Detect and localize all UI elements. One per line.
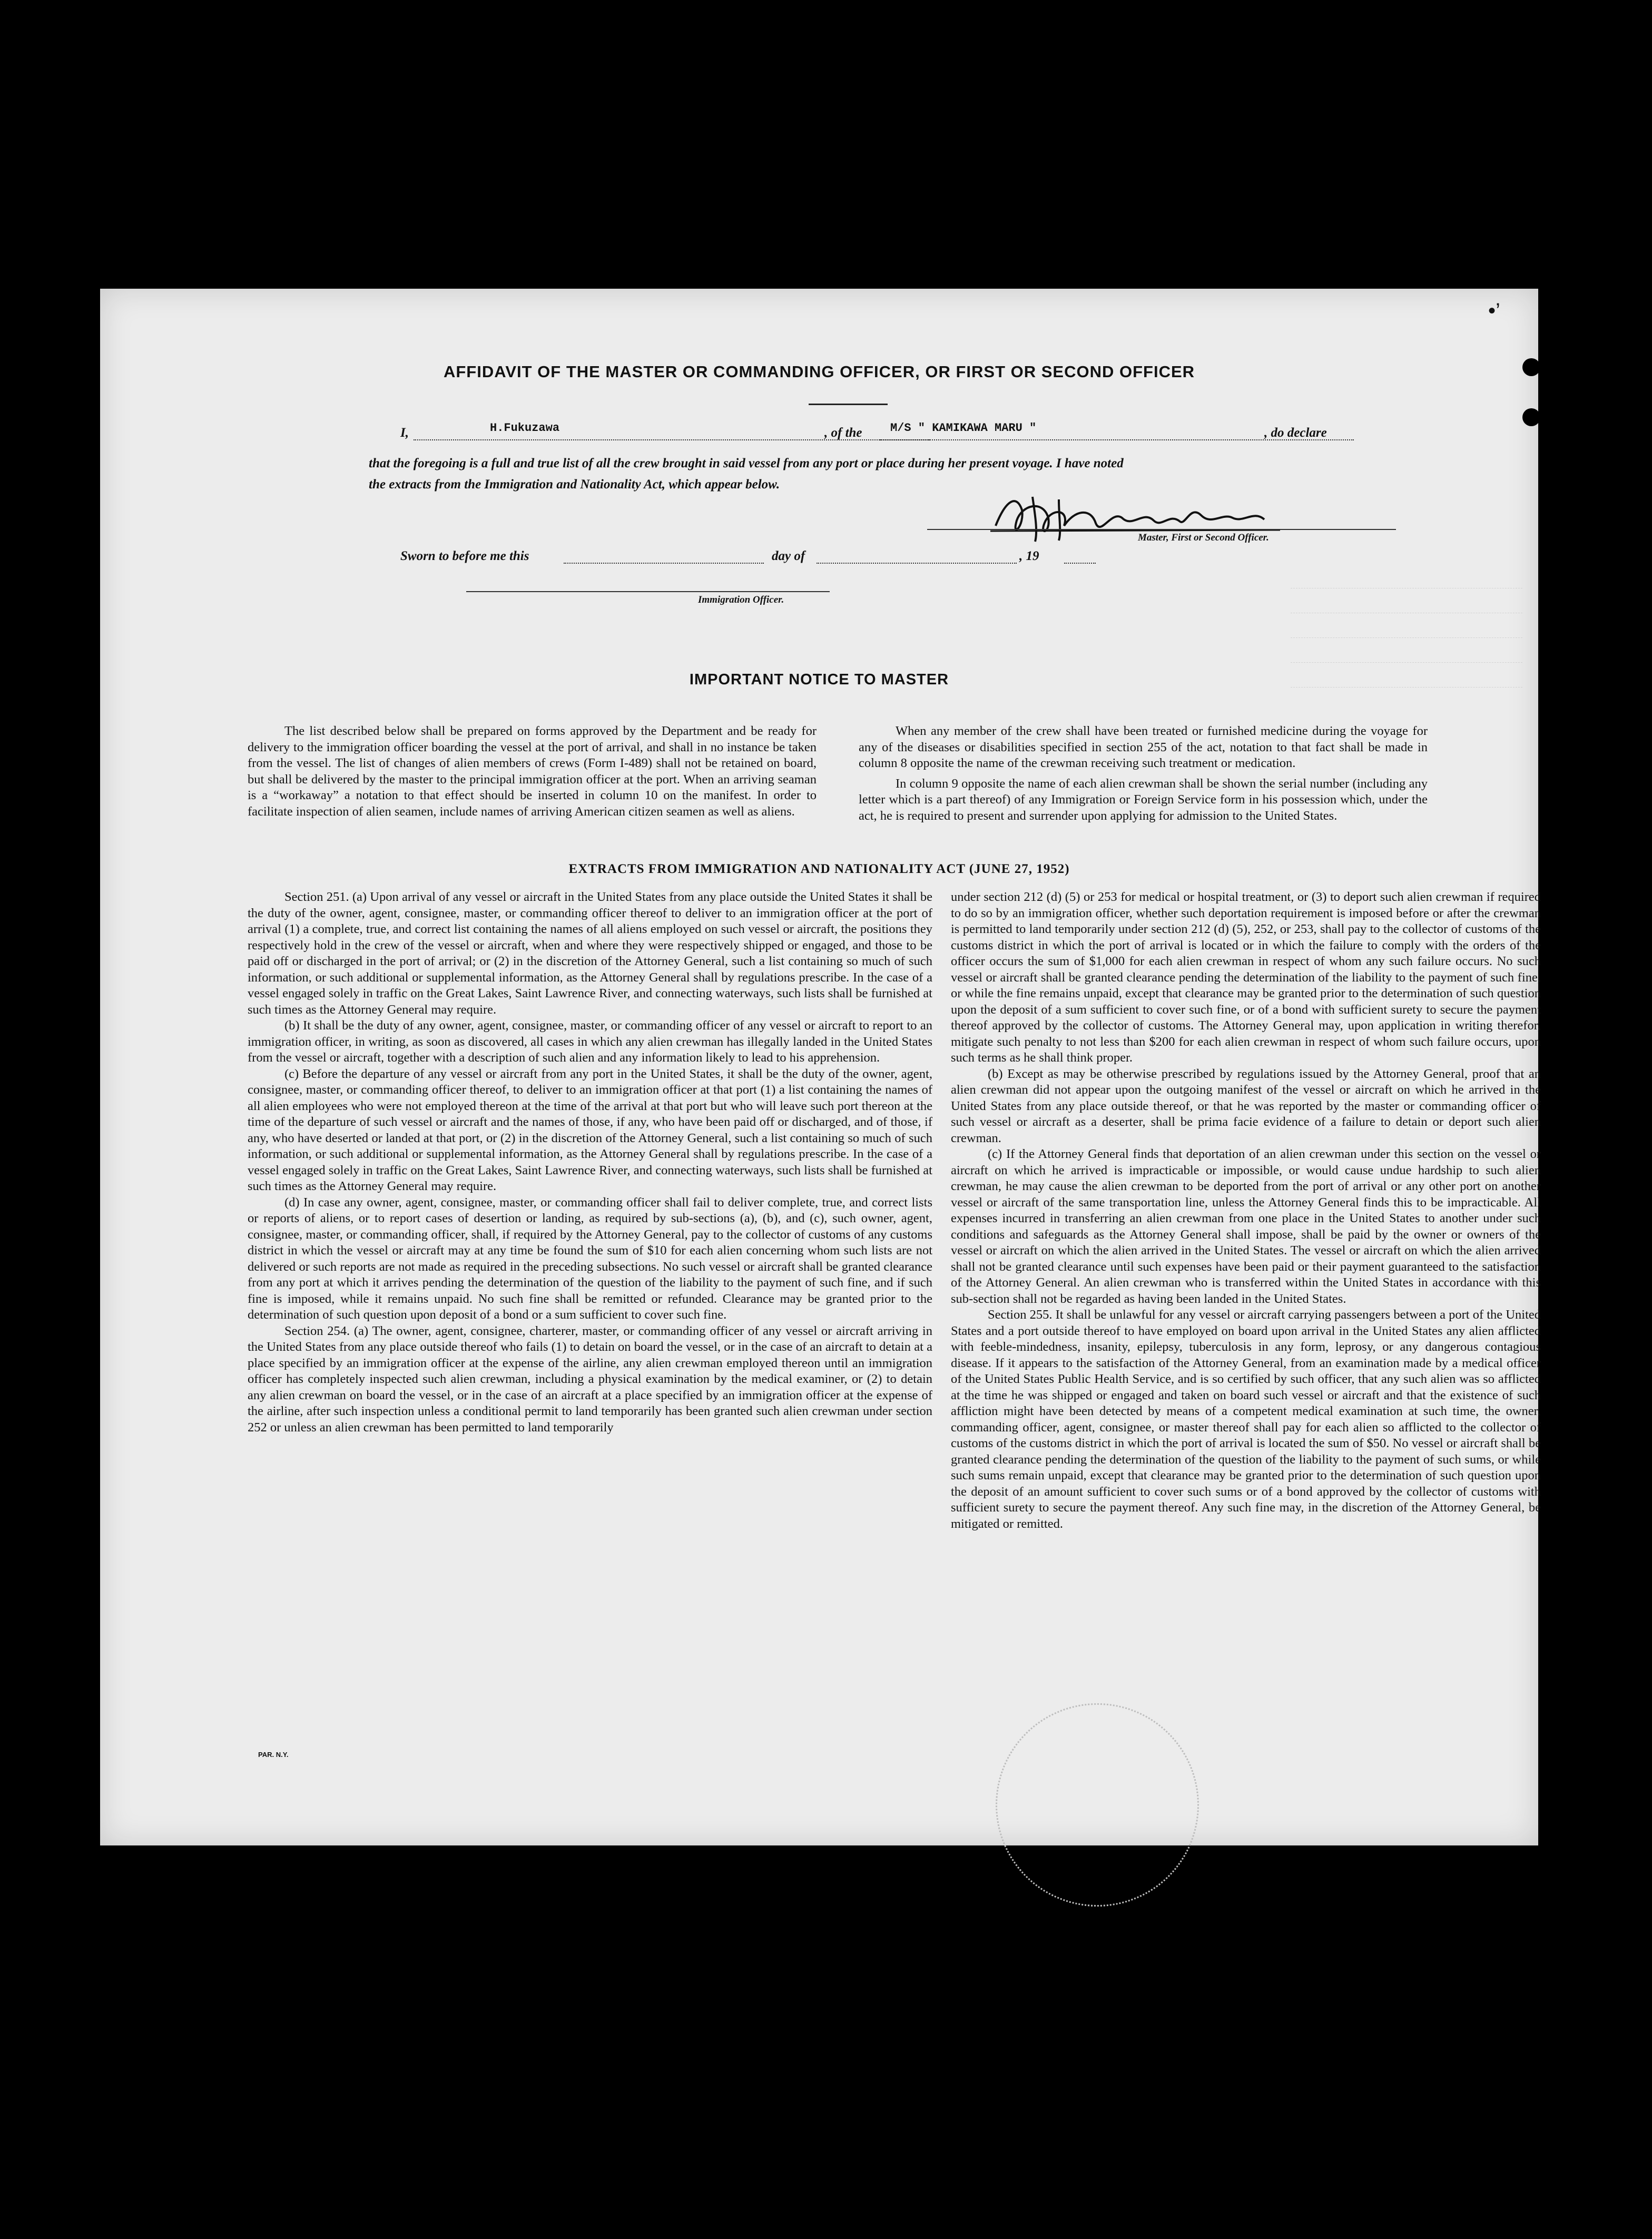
notice-left-column: [248, 723, 817, 820]
extract-left-paragraph-1: Section 251. (a) Upon arrival of any vessel or aircraft in the United States from any place outside the United States it shall be the duty of the owner, agent, consignee, master, or commanding officer thereof to deliver to an immigration officer at the port of arrival (1) a complete, true, and correct list containing the names of all aliens employed on such vessel or aircraft, the positions they respectively hold in the crew of the vessel or aircraft, when and where they were respectively shipped or engaged, and those to be paid off or discharged in the port of arrival; or (2) in the discretion of the Attorney General, such a list containing so much of such information, or such additional or supplemental information, as the Attorney General shall by regulations prescribe. In the case of a vessel engaged solely in traffic on the Great Lakes, Saint Lawrence River, and connecting waterways, such lists shall be furnished at such times as the Attorney General may require.: [248, 890, 932, 1017]
year-label: , 19: [1019, 549, 1039, 563]
sworn-label: Sworn to before me this: [400, 549, 529, 563]
binder-hole: [1556, 1791, 1579, 1814]
binder-hole: [1556, 1710, 1579, 1733]
vessel-name-value: M/S " KAMIKAWA MARU ": [890, 421, 1037, 435]
bleed-through-text: [1291, 573, 1522, 742]
title-underline: [809, 404, 888, 405]
binder-hole: [1556, 1376, 1579, 1399]
extract-left-paragraph-2: (b) It shall be the duty of any owner, agent, consignee, master, or commanding officer of any vessel or aircraft to report to an immigration officer, in writing, as soon as discovered, all cases in which any alien crewman has illegally landed in the United States from the vessel or aircraft, together with a description of such alien and any information likely to lead to his apprehension.: [248, 1018, 932, 1065]
notice-title: IMPORTANT NOTICE TO MASTER: [689, 671, 949, 688]
sworn-month-line: [817, 563, 1017, 564]
notice-right-paragraph-1: When any member of the crew shall have been treated or furnished medicine during the voyage for any of the diseases or disabilities specified in section 255 of the act, notation to that fact shall be made in column 8 opposite the name of the crewman receiving such treatment or medication.: [859, 724, 1428, 770]
affidavit-title: AFFIDAVIT OF THE MASTER OR COMMANDING OFFICER, OR FIRST OR SECOND OFFICER: [443, 362, 1195, 381]
extracts-left-column: [248, 889, 932, 1436]
extract-left-paragraph-5: Section 254. (a) The owner, agent, consignee, charterer, master, or commanding officer of any vessel or aircraft arriving in the United States from any place outside thereof who fails (1) to detain on board the vessel, or in the case of an aircraft to detain at a place specified by an immigration officer at the expense of the airline, any alien crewman employed thereon until an immigration officer has completely inspected such alien crewman, including a physical examination by the medical examiner, or (2) to detain any alien crewman on board the vessel, or in the case of an aircraft at a place specified by an immigration officer at the expense of the airline, after such inspection unless a conditional permit to land temporarily has been granted such alien crewman under section 252 or unless an alien crewman has been permitted to land temporarily: [248, 1323, 932, 1435]
binder-hole: [1522, 408, 1540, 426]
notice-left-paragraph: The list described below shall be prepared on forms approved by the Department and be ready for delivery to the immigration officer boarding the vessel at the port of arrival, and shall in no instance be taken from the vessel. The list of changes of alien members of crews (Form I-489) shall not be retained on board, but shall be delivered by the master to the principal immigration officer at the port. When an arriving seaman is a “workaway” a notation to that effect should be inserted in column 10 on the manifest. In order to facilitate inspection of alien seamen, include names of arriving American citizen seamen as well as aliens.: [248, 724, 817, 819]
binder-hole: [1556, 1458, 1579, 1481]
extract-right-paragraph-4: Section 255. It shall be unlawful for any vessel or aircraft carrying passengers between a port of the United States and a port outside thereof to have employed on board upon arrival in the United States any alien afflicted with feeble-mindedness, insanity, epilepsy, tuberculosis in any form, leprosy, or any dangerous contagious disease. If it appears to the satisfaction of the Attorney General, from an examination made by a medical officer of the United States Public Health Service, and is so certified by such officer, that any such alien was so afflicted at the time he was shipped or engaged and taken on board such vessel or aircraft and that the existence of such affliction might have been detected by means of a competent medical examination at such time, the owner, commanding officer, agent, consignee, or master thereof shall pay for each alien so afflicted to the collector of customs of the customs district in which the port of arrival is located the sum of $50. No vessel or aircraft shall be granted clearance pending the determination of the question of the liability to the payment of such sums, or while such sums remain unpaid, except that clearance may be granted prior to the determination of such question upon the deposit of an amount sufficient to cover such sums or of a bond approved by the collector of customs with sufficient surety to secure the payment thereof. Any such fine may, in the discretion of the Attorney General, be mitigated or remitted.: [951, 1308, 1541, 1531]
do-declare-label: , do declare: [1264, 426, 1327, 440]
document-page: [100, 289, 1541, 1845]
extract-right-paragraph-2: (b) Except as may be otherwise prescribed by regulations issued by the Attorney General, proof that an alien crewman did not appear upon the outgoing manifest of the vessel or aircraft on which he arrived in the United States from any place outside thereof, or that he was reported by the master or commanding officer of such vessel or aircraft as a deserter, shall be prima facie evidence of a failure to detain or deport such alien crewman.: [951, 1066, 1541, 1145]
immigration-officer-line: [466, 591, 830, 592]
extract-left-paragraph-3: (c) Before the departure of any vessel or aircraft from any port in the United States, it shall be the duty of the owner, agent, consignee, master, or commanding officer thereof, to deliver to an immigration officer at that port (1) a list containing the names of all alien employees who were not employed thereon at the time of the arrival at that port but who will leave such port thereon at the time of the departure of such vessel or aircraft and the names of those, if any, who have been paid off or discharged, and of those, if any, who have deserted or landed at that port, or (2) in the discretion of the Attorney General, such a list containing so much of such information, or such additional or supplemental information, as the Attorney General shall by regulations prescribe. In the case of a vessel engaged solely in traffic on the Great Lakes, Saint Lawrence River, and connecting waterways, such lists shall be furnished at such times as the Attorney General may require.: [248, 1066, 932, 1193]
binder-hole: [1556, 465, 1579, 488]
notice-right-column: [859, 723, 1428, 824]
officer-name-value: H.Fukuzawa: [490, 421, 560, 435]
day-of-label: day of: [772, 549, 805, 563]
notice-right-paragraph-2: In column 9 opposite the name of each alien crewman shall be shown the serial number (including any letter which is a part thereof) of any Immigration or Foreign Service form in his possession which, under the act, he is required to present and surrender upon applying for admission to the United States.: [859, 776, 1428, 823]
extract-left-paragraph-4: (d) In case any owner, agent, consignee, master, or commanding officer shall fail to deliver complete, true, and correct lists or reports of aliens, or to report cases of desertion or landing, as required by sub-sections (a), (b), and (c), such owner, agent, consignee, master, or commanding officer, shall, if required by the Attorney General, pay to the collector of customs of any customs district in which the vessel or aircraft may at any time be found the sum of $10 for each alien concerning whom such lists are not delivered or such reports are not made as required in the preceding subsections. No such vessel or aircraft shall be granted clearance from any port at which it arrives pending the determination of the question of the liability to the payment of such fine, and if such fine is imposed, while it remains unpaid. No such fine shall be remitted or refunded. Clearance may be granted prior to the determination of such question upon deposit of a bond or a sum sufficient to cover such fine.: [248, 1195, 932, 1322]
master-signature-line: [927, 529, 1396, 530]
sworn-year-line: [1064, 563, 1096, 564]
extracts-right-column: [951, 889, 1541, 1532]
extracts-title: EXTRACTS FROM IMMIGRATION AND NATIONALITY ACT (JUNE 27, 1952): [568, 862, 1070, 876]
extract-right-paragraph-3: (c) If the Attorney General finds that deportation of an alien crewman under this section on the vessel or aircraft on which he arrived is impracticable or impossible, or would cause undue hardship to such alien crewman, he may cause the alien crewman to be deported from the port of arrival or any other port on another vessel or aircraft of the same transportation line, unless the Attorney General finds this to be impracticable. All expenses incurred in transferring an alien crewman from one place in the United States to another under such conditions and safeguards as the Attorney General shall impose, shall be paid by the owner or owners of the vessel or aircraft on which the alien arrived in the United States. The vessel or aircraft on which the alien arrived shall not be granted clearance until such expenses have been paid or their payment guaranteed to the satisfaction of the Attorney General. An alien crewman who is transferred within the United States in accordance with this sub-section shall not be regarded as having been landed in the United States.: [951, 1147, 1541, 1306]
binder-hole: [1522, 358, 1540, 376]
declaration-line-2: the extracts from the Immigration and Nationality Act, which appear below.: [369, 477, 780, 492]
form-code: PAR. N.Y.: [258, 1751, 289, 1759]
extract-right-paragraph-1: under section 212 (d) (5) or 253 for medical or hospital treatment, or (3) to deport such alien crewman if required to do so by an immigration officer, whether such deportation requirement is imposed before or after the crewman is permitted to land temporarily under section 212 (d) (5), 252, or 253, shall pay to the collector of customs of the customs district in which the port of arrival is located or in which the failure to comply with the orders of the officer occurs the sum of $1,000 for each alien crewman in respect of whom any such failure occurs. No such vessel or aircraft shall be granted clearance pending the determination of the liability to the payment of such fine, or while the fine remains unpaid, except that clearance may be granted prior to the determination of such question upon the deposit of a sum sufficient to cover such fine, or of a bond with sufficient surety to secure the payment thereof approved by the collector of customs. The Attorney General may, upon application in writing therefor, mitigate such penalty to not less than $200 for each alien crewman in respect of whom such failure occurs, upon such terms as he shall think proper.: [951, 890, 1541, 1065]
master-caption: Master, First or Second Officer.: [1138, 532, 1269, 543]
of-the-label: , of the: [824, 426, 862, 440]
immigration-officer-caption: Immigration Officer.: [698, 594, 784, 605]
declaration-i-label: I,: [400, 426, 409, 440]
binder-hole: [1556, 548, 1579, 571]
faint-stamp: [996, 1703, 1199, 1907]
declaration-line-1: that the foregoing is a full and true list of all the crew brought in said vessel from any port or place during her present voyage. I have noted: [369, 456, 1124, 470]
sworn-day-line: [564, 563, 764, 564]
binder-hole: [1556, 891, 1579, 915]
corner-mark: •’: [1488, 299, 1500, 322]
